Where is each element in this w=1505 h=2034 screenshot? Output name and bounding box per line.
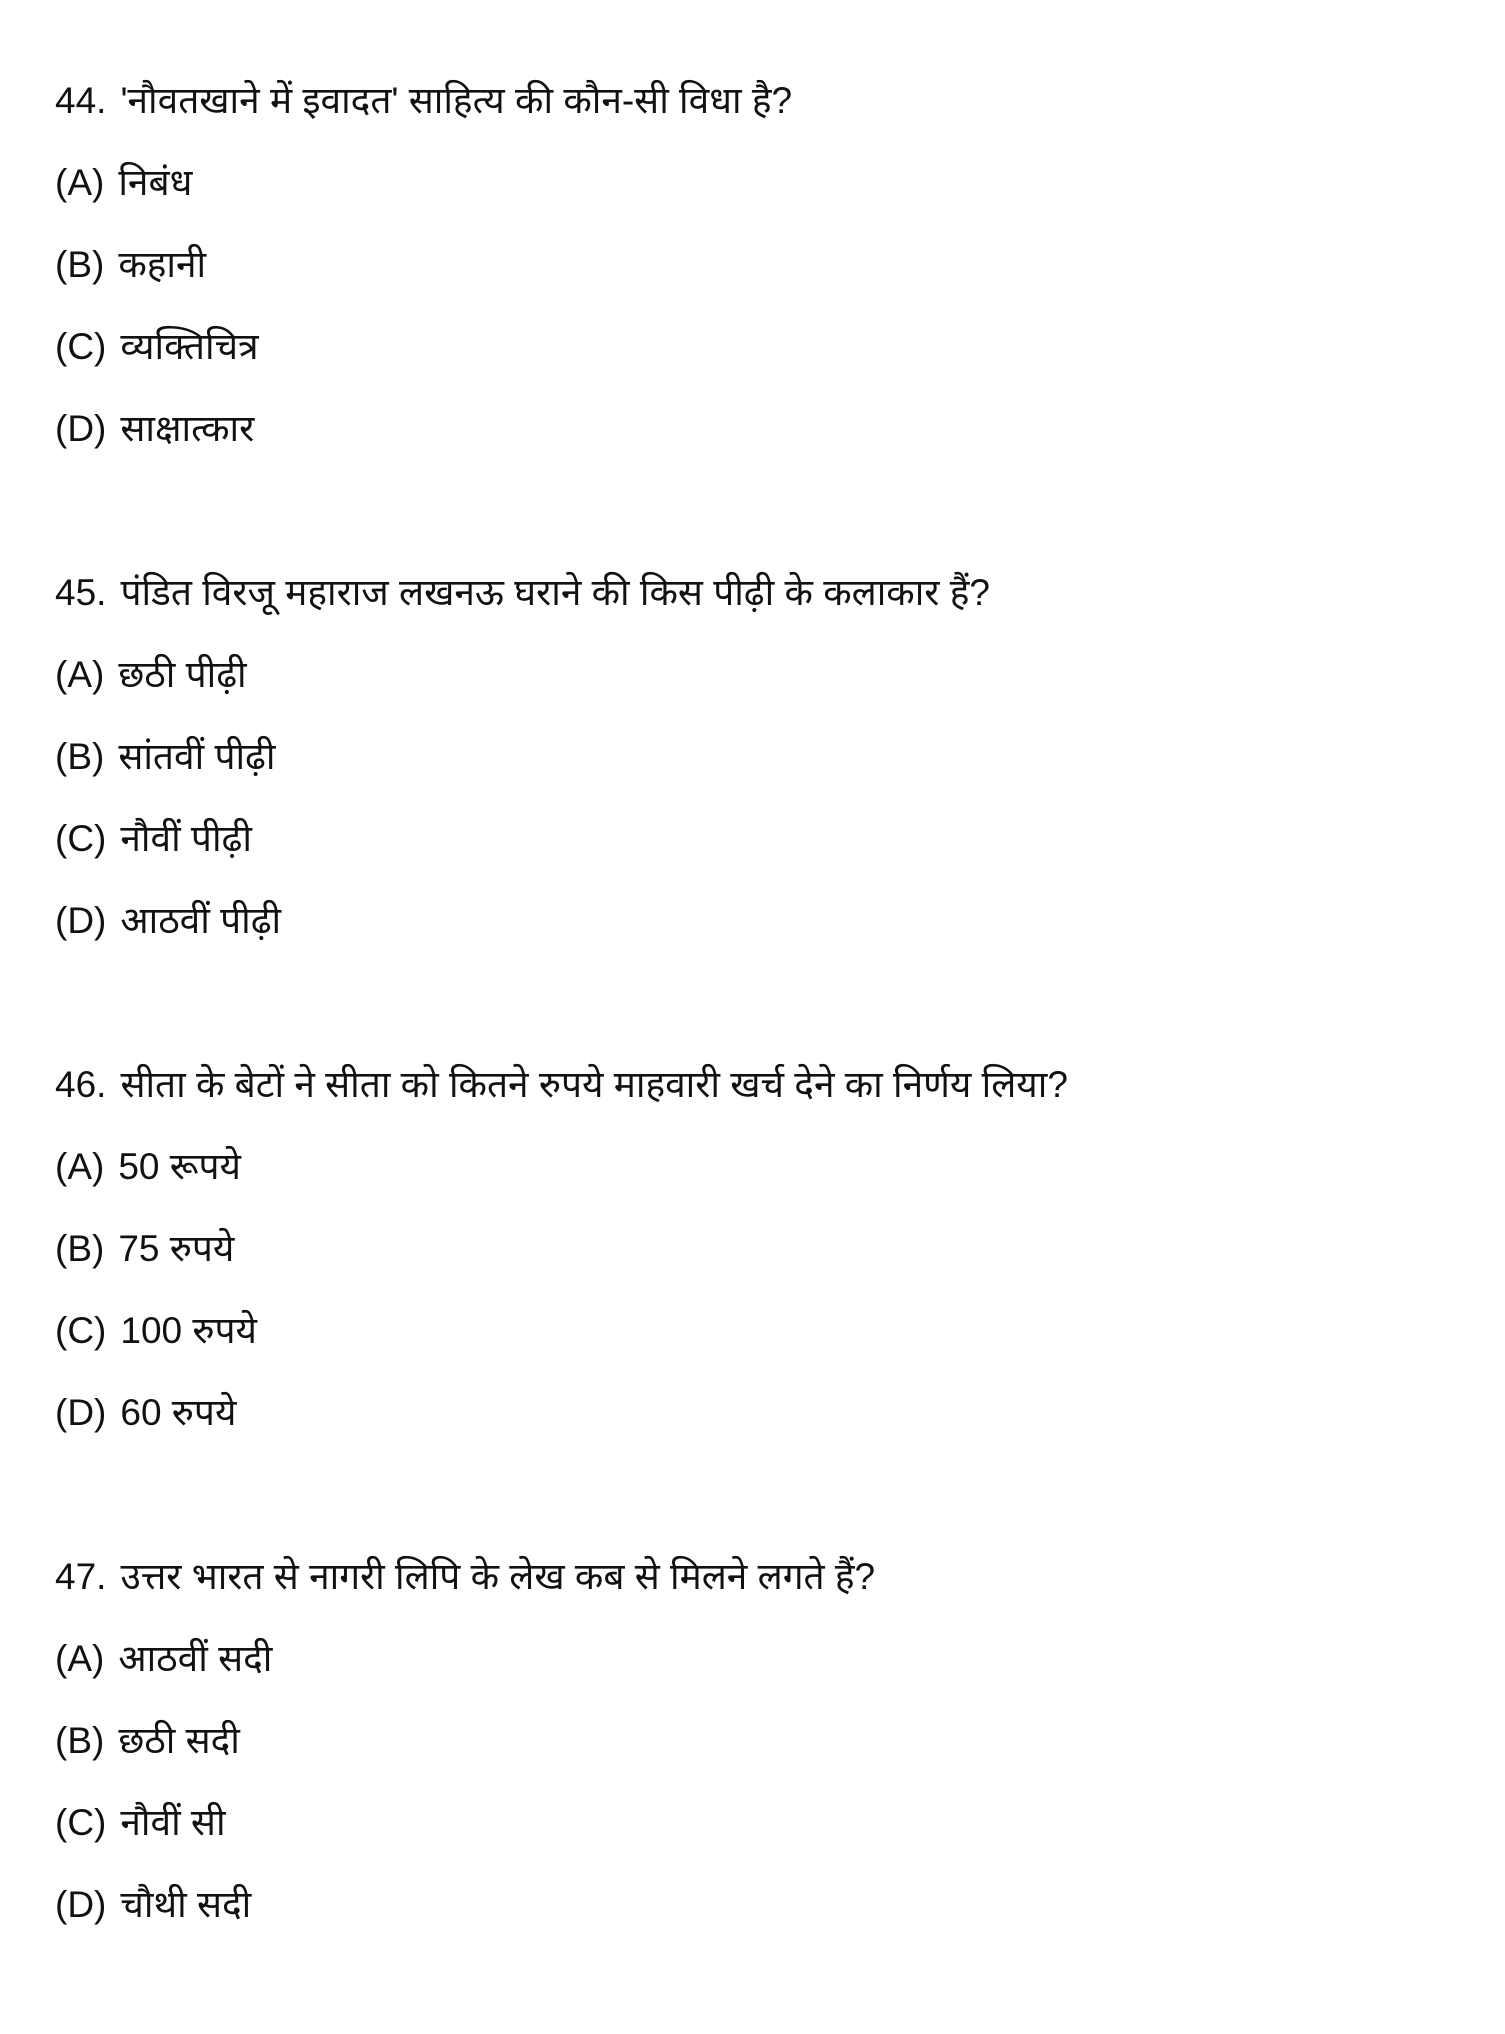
option-item [55, 1700, 1505, 1782]
question-number: 45. [55, 572, 107, 613]
question-number: 47. [55, 1556, 107, 1597]
question-body: 'नौवतखाने में इवादत' साहित्य की कौन-सी विधा है? [120, 80, 793, 121]
option-text: 75 रुपये [118, 1228, 235, 1269]
option-text: 100 रुपये [120, 1310, 257, 1351]
option-label: (B) [55, 244, 105, 285]
question-block [55, 1044, 1505, 1454]
option-label: (C) [55, 1310, 107, 1351]
option-item [55, 388, 1505, 470]
question-block [55, 552, 1505, 962]
option-item [55, 306, 1505, 388]
question-body: सीता के बेटों ने सीता को कितने रुपये माहवारी खर्च देने का निर्णय लिया? [120, 1064, 1068, 1105]
question-number: 44. [55, 80, 107, 121]
option-item [55, 1290, 1505, 1372]
option-item [55, 1864, 1505, 1946]
question-body: पंडित विरजू महाराज लखनऊ घराने की किस पीढ़ी के कलाकार हैं? [120, 572, 990, 613]
option-item [55, 224, 1505, 306]
option-label: (A) [55, 654, 105, 695]
option-item [55, 1618, 1505, 1700]
question-text [55, 60, 1505, 142]
question-block [55, 60, 1505, 470]
option-text: 50 रूपये [118, 1146, 241, 1187]
option-text: निबंध [118, 162, 193, 203]
option-label: (B) [55, 1228, 105, 1269]
option-item [55, 880, 1505, 962]
option-item [55, 1372, 1505, 1454]
option-text: कहानी [118, 244, 207, 285]
option-label: (D) [55, 900, 107, 941]
option-item [55, 634, 1505, 716]
option-label: (D) [55, 1392, 107, 1433]
option-item [55, 716, 1505, 798]
question-number: 46. [55, 1064, 107, 1105]
question-body: उत्तर भारत से नागरी लिपि के लेख कब से मिलने लगते हैं? [120, 1556, 876, 1597]
question-text [55, 552, 1505, 634]
question-text [55, 1536, 1505, 1618]
option-label: (A) [55, 1638, 105, 1679]
option-label: (D) [55, 1884, 107, 1925]
option-label: (B) [55, 1720, 105, 1761]
option-text: छठी पीढ़ी [118, 654, 247, 695]
option-text: नौवीं सी [120, 1802, 226, 1843]
option-text: आठवीं पीढ़ी [120, 900, 282, 941]
option-text: छठी सदी [118, 1720, 240, 1761]
option-label: (D) [55, 408, 107, 449]
question-text [55, 1044, 1505, 1126]
option-item [55, 1126, 1505, 1208]
option-label: (A) [55, 1146, 105, 1187]
option-label: (B) [55, 736, 105, 777]
option-text: सांतवीं पीढ़ी [118, 736, 276, 777]
option-text: नौवीं पीढ़ी [120, 818, 252, 859]
option-label: (A) [55, 162, 105, 203]
option-text: आठवीं सदी [118, 1638, 273, 1679]
option-label: (C) [55, 818, 107, 859]
option-item [55, 1782, 1505, 1864]
option-text: 60 रुपये [120, 1392, 237, 1433]
question-list [55, 60, 1505, 2028]
option-item [55, 142, 1505, 224]
option-text: व्यक्तिचित्र [120, 326, 259, 367]
option-text: साक्षात्कार [120, 408, 255, 449]
option-item [55, 798, 1505, 880]
option-label: (C) [55, 326, 107, 367]
option-item [55, 1208, 1505, 1290]
question-block [55, 1536, 1505, 1946]
option-label: (C) [55, 1802, 107, 1843]
option-text: चौथी सदी [120, 1884, 252, 1925]
